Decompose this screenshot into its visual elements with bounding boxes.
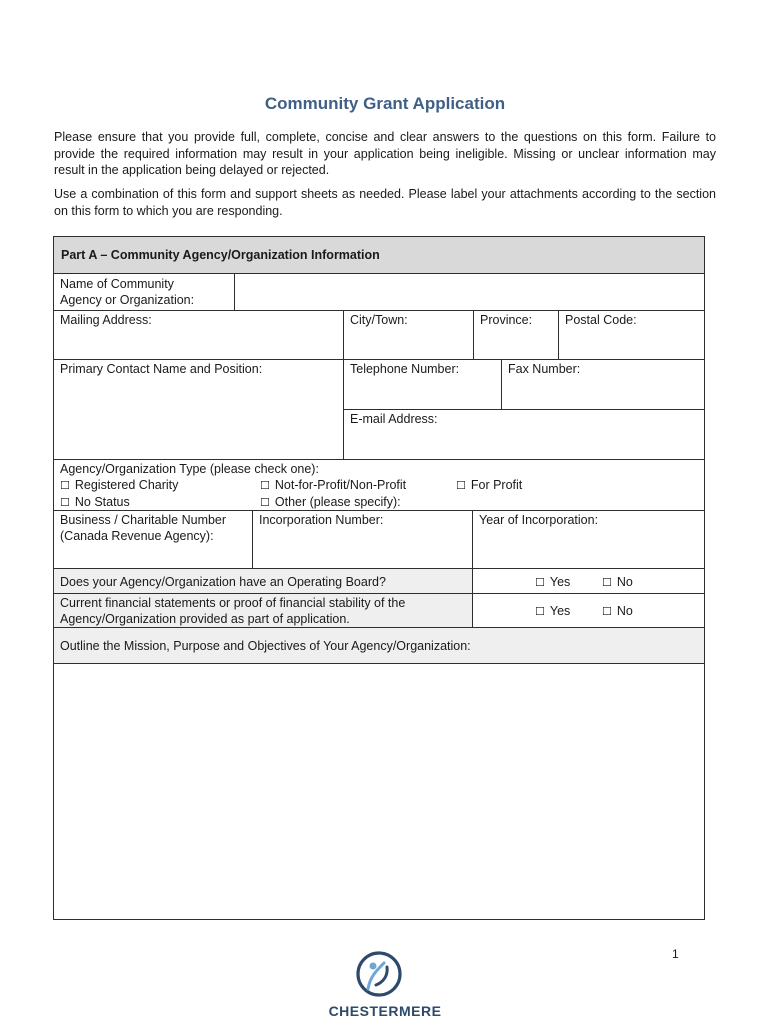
intro-paragraph-1: Please ensure that you provide full, complete, concise and clear answers to the questions on this form. Failure to provide the required information may result in your application being ineligible. Missing or unclear information may result in the application being delayed or rejected.	[54, 130, 716, 177]
financial-question-line2: Agency/Organization provided as part of application.	[60, 612, 350, 626]
mailing-address-label: Mailing Address:	[60, 313, 152, 327]
org-name-field[interactable]	[234, 273, 705, 311]
option-label: Registered Charity	[74, 478, 179, 492]
postal-code-label: Postal Code:	[565, 313, 637, 327]
checkbox-icon[interactable]: ☐	[602, 605, 612, 618]
operating-board-yes[interactable]	[535, 574, 570, 591]
checkbox-icon[interactable]: ☐	[456, 479, 466, 492]
part-a-header-title: Part A – Community Agency/Organization Information	[61, 248, 380, 262]
checkbox-icon[interactable]: ☐	[260, 479, 270, 492]
footer-brand: CHESTERMERE	[328, 1003, 442, 1019]
option-no-status[interactable]	[60, 494, 130, 511]
option-label: For Profit	[470, 478, 523, 492]
financial-answer-cell	[472, 593, 705, 628]
option-label: Other (please specify):	[274, 495, 401, 509]
financial-yes[interactable]	[535, 603, 570, 620]
option-not-for-profit[interactable]	[260, 477, 406, 494]
org-name-label-line2: Agency or Organization:	[60, 293, 195, 307]
intro-paragraph-2: Use a combination of this form and support sheets as needed. Please label your attachments according to the section on this form to which you are responding.	[54, 187, 716, 218]
option-label: Not-for-Profit/Non-Profit	[274, 478, 407, 492]
checkbox-icon[interactable]: ☐	[535, 576, 545, 589]
incorporation-number-label: Incorporation Number:	[259, 513, 384, 527]
option-label: No Status	[74, 495, 130, 509]
financial-no[interactable]	[602, 603, 633, 620]
checkbox-icon[interactable]: ☐	[60, 496, 70, 509]
province-label: Province:	[480, 313, 533, 327]
fax-label: Fax Number:	[508, 362, 581, 376]
checkbox-icon[interactable]: ☐	[260, 496, 270, 509]
checkbox-icon[interactable]: ☐	[602, 576, 612, 589]
mission-label: Outline the Mission, Purpose and Objectives of Your Agency/Organization:	[60, 639, 471, 653]
mission-field[interactable]	[53, 663, 705, 920]
option-other[interactable]	[260, 494, 401, 511]
org-name-label-line1: Name of Community	[60, 277, 174, 291]
primary-contact-label: Primary Contact Name and Position:	[60, 362, 263, 376]
business-number-label-line1: Business / Charitable Number	[60, 513, 227, 527]
checkbox-icon[interactable]: ☐	[535, 605, 545, 618]
page-number: 1	[672, 947, 679, 961]
city-label: City/Town:	[350, 313, 408, 327]
part-a-form	[53, 236, 705, 920]
chestermere-logo-icon	[354, 949, 404, 1001]
financial-question-line1: Current financial statements or proof of financial stability of the	[60, 596, 406, 610]
option-for-profit[interactable]	[456, 477, 522, 494]
email-label: E-mail Address:	[350, 412, 438, 426]
operating-board-answer-cell	[472, 568, 705, 594]
no-label: No	[616, 575, 633, 589]
operating-board-no[interactable]	[602, 574, 633, 591]
year-of-incorporation-label: Year of Incorporation:	[479, 513, 599, 527]
org-type-label: Agency/Organization Type (please check one):	[60, 462, 319, 476]
telephone-label: Telephone Number:	[350, 362, 460, 376]
yes-label: Yes	[549, 604, 571, 618]
no-label: No	[616, 604, 633, 618]
page-title: Community Grant Application	[264, 94, 506, 113]
checkbox-icon[interactable]: ☐	[60, 479, 70, 492]
operating-board-question: Does your Agency/Organization have an Operating Board?	[60, 575, 386, 589]
yes-label: Yes	[549, 575, 571, 589]
business-number-label-line2: (Canada Revenue Agency):	[60, 529, 214, 543]
option-registered-charity[interactable]	[60, 477, 178, 494]
